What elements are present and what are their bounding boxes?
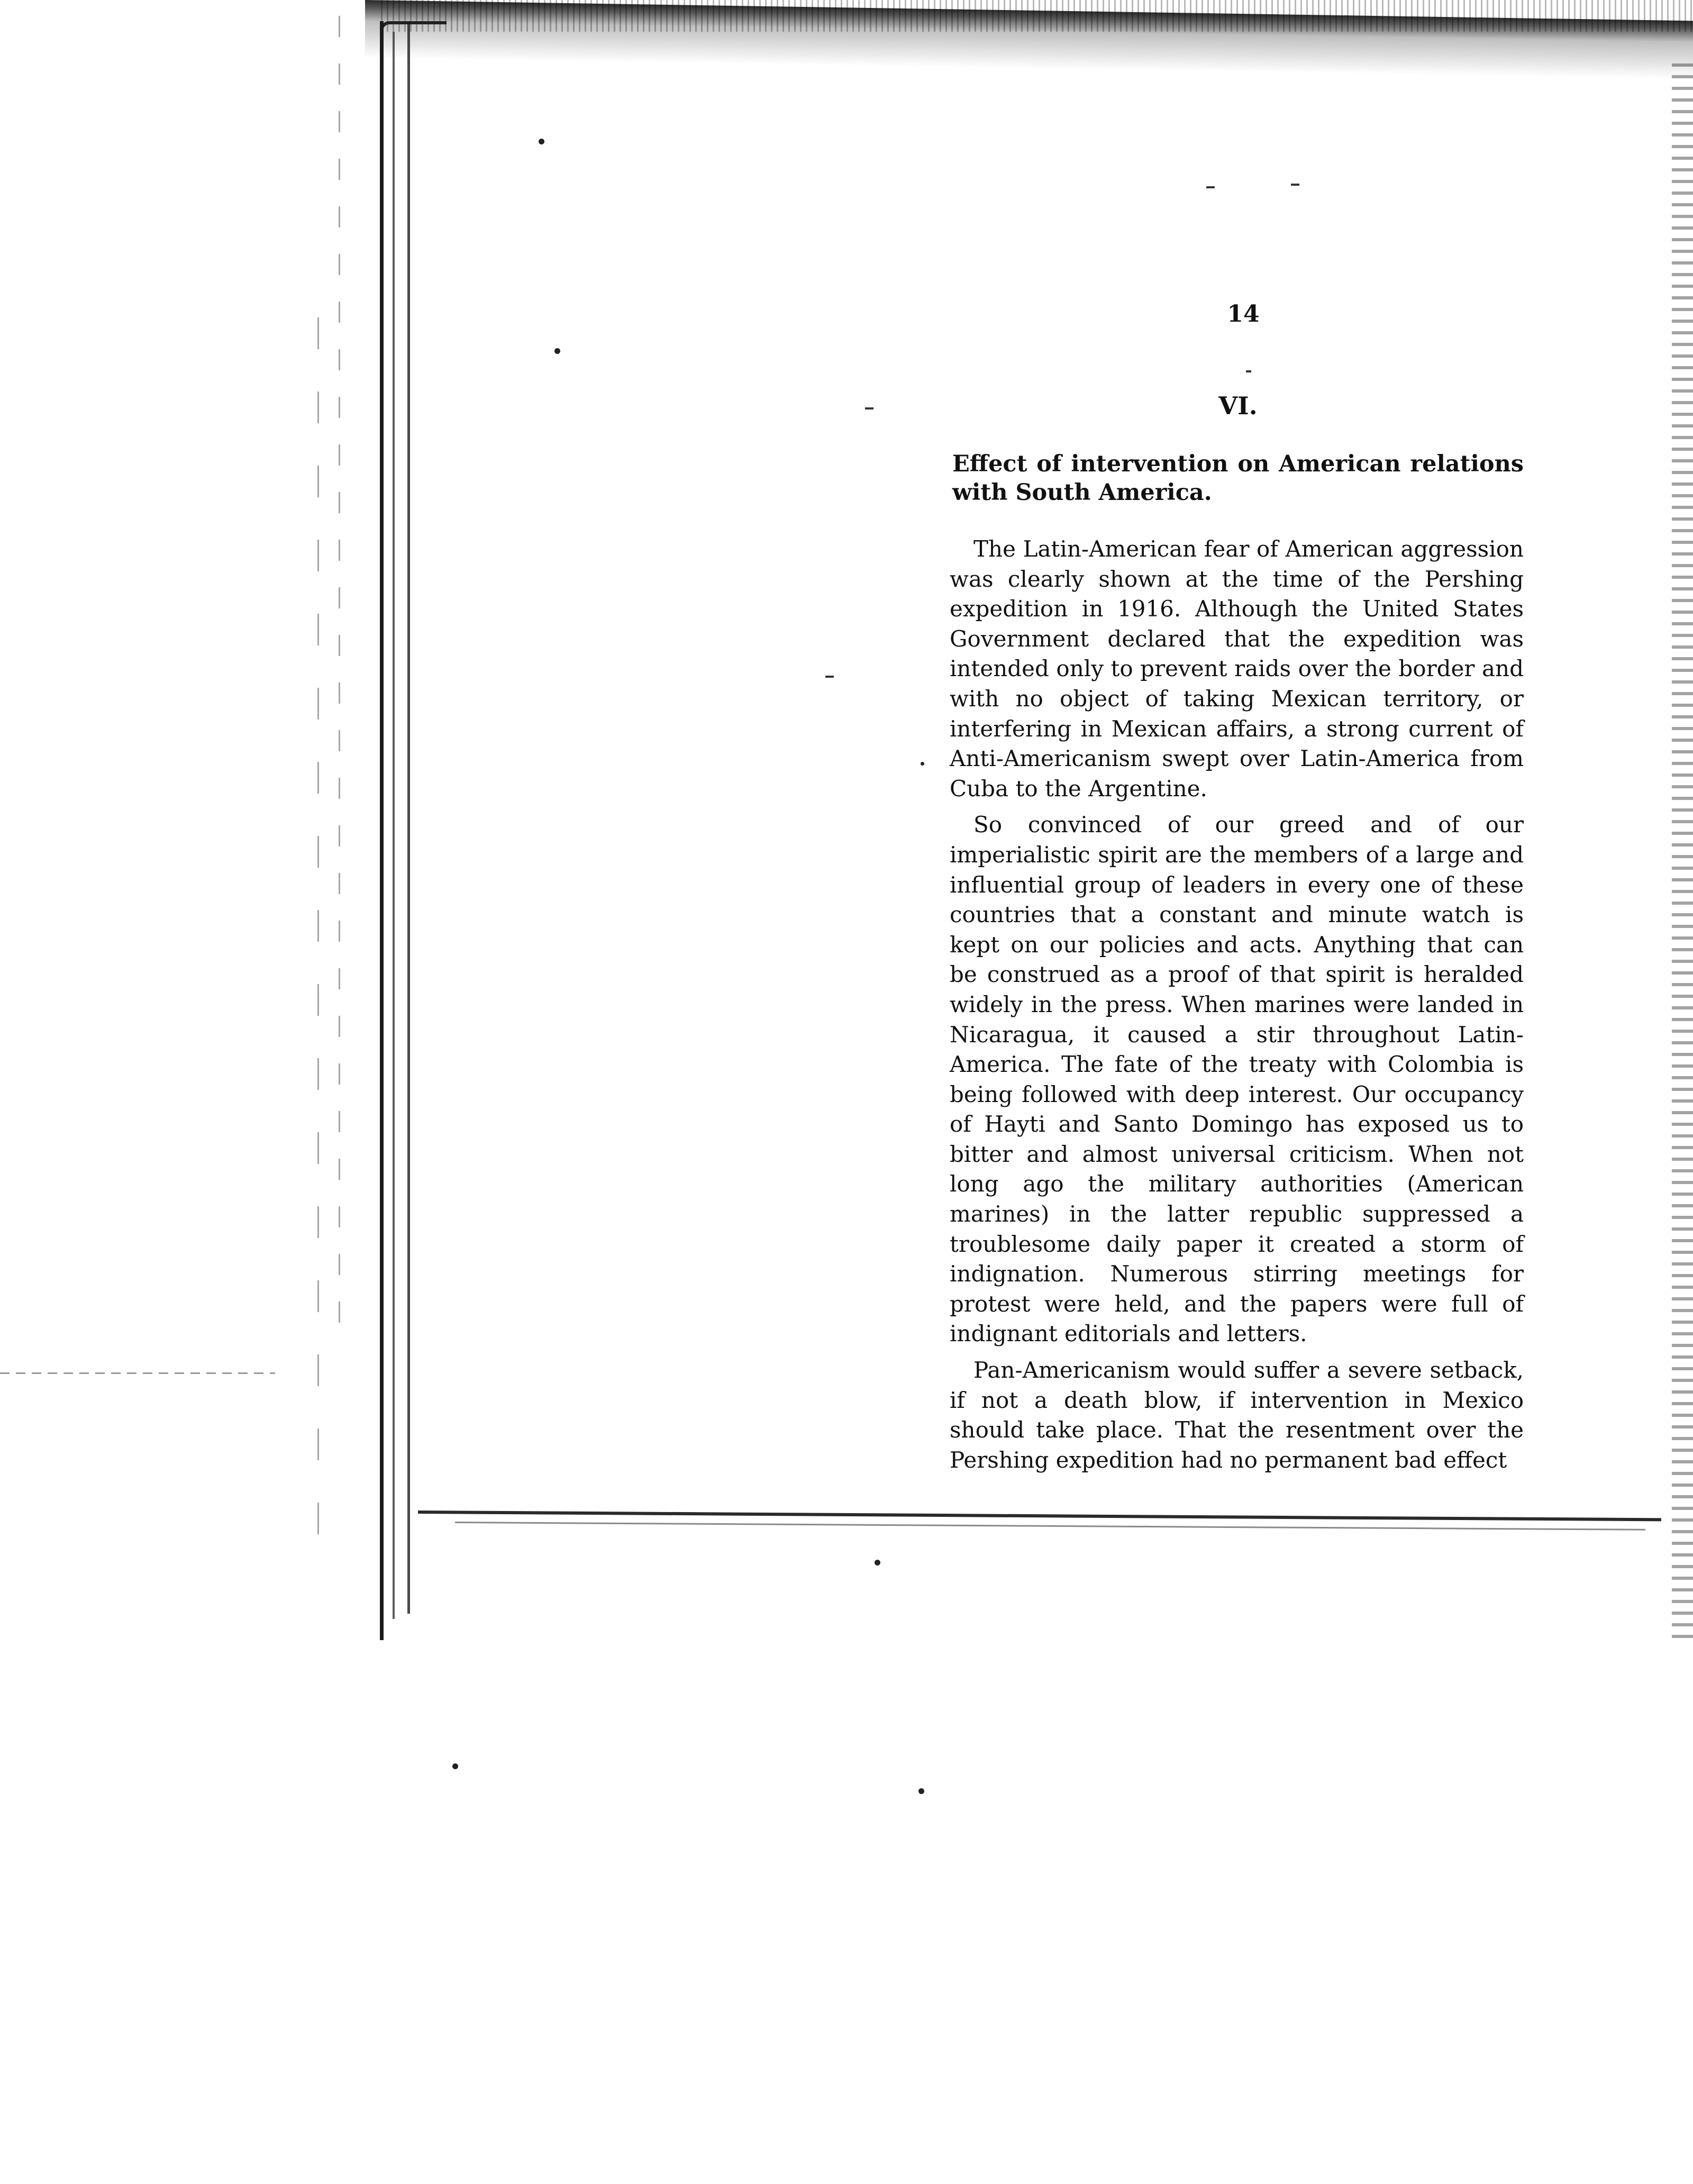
scan-speck	[539, 139, 544, 144]
section-numeral: VI.	[1218, 392, 1258, 420]
scan-left-midline	[0, 1372, 275, 1374]
scan-top-speckle	[381, 0, 1693, 32]
paragraph: Pan-Americanism would suffer a severe setback, if not a death blow, if intervention in Mexico should take place. That the resentment over the Pershing expedition had no permanent bad effect	[950, 1357, 1524, 1473]
paragraph: The Latin-American fear of American aggression was clearly shown at the time of the Pershing expedition in 1916. Although the United States Government declared that the expedition was intended only to prevent raids over the border and with no object of taking Mexican territory, or interfering in Mexican affairs, a strong current of Anti-Americanism swept over Latin-America from Cuba to the Argentine.	[950, 536, 1524, 802]
scan-binding-line	[317, 317, 319, 1534]
scan-binding-line	[407, 21, 410, 1614]
scan-binding-line	[380, 21, 384, 1640]
paragraph: So convinced of our greed and of our imperialistic spirit are the members of a large and influential group of leaders in every one of these countries that a constant and minute watch is kept on our policies and acts. Anything that can be construed as a proof of that spirit is heralded widely in the press. When marines were landed in Nicaragua, it caused a stir throughout Latin-America. The fate of the treaty with Colombia is being followed with deep interest. Our occupancy of Hayti and Santo Domingo has exposed us to bitter and almost universal criticism. When not long ago the military authorities (American marines) in the latter republic suppressed a troublesome daily paper it created a storm of indignation. Numerous stirring meetings for protest were held, and the papers were full of indignant editorials and letters.	[950, 812, 1524, 1347]
scan-bottom-rule	[455, 1522, 1645, 1531]
scan-binding-hook	[380, 21, 447, 40]
section-heading: Effect of intervention on American relations with South America.	[952, 451, 1524, 506]
body-text	[950, 534, 1524, 1481]
scan-speck	[921, 762, 924, 766]
scan-bottom-rule	[418, 1510, 1661, 1521]
scan-binding-line	[393, 32, 395, 1619]
scan-right-edge	[1672, 63, 1693, 1640]
scan-speck	[554, 348, 560, 354]
scan-speck	[1291, 184, 1299, 186]
scan-speck	[825, 676, 834, 678]
scan-speck	[1206, 186, 1215, 188]
scan-speck	[865, 407, 873, 410]
scan-speck	[918, 1788, 924, 1794]
scan-speck	[452, 1763, 458, 1769]
scan-speck	[875, 1560, 880, 1566]
scan-speck	[1246, 370, 1251, 372]
scan-binding-line	[339, 16, 340, 1339]
page-number: 14	[1227, 301, 1260, 327]
